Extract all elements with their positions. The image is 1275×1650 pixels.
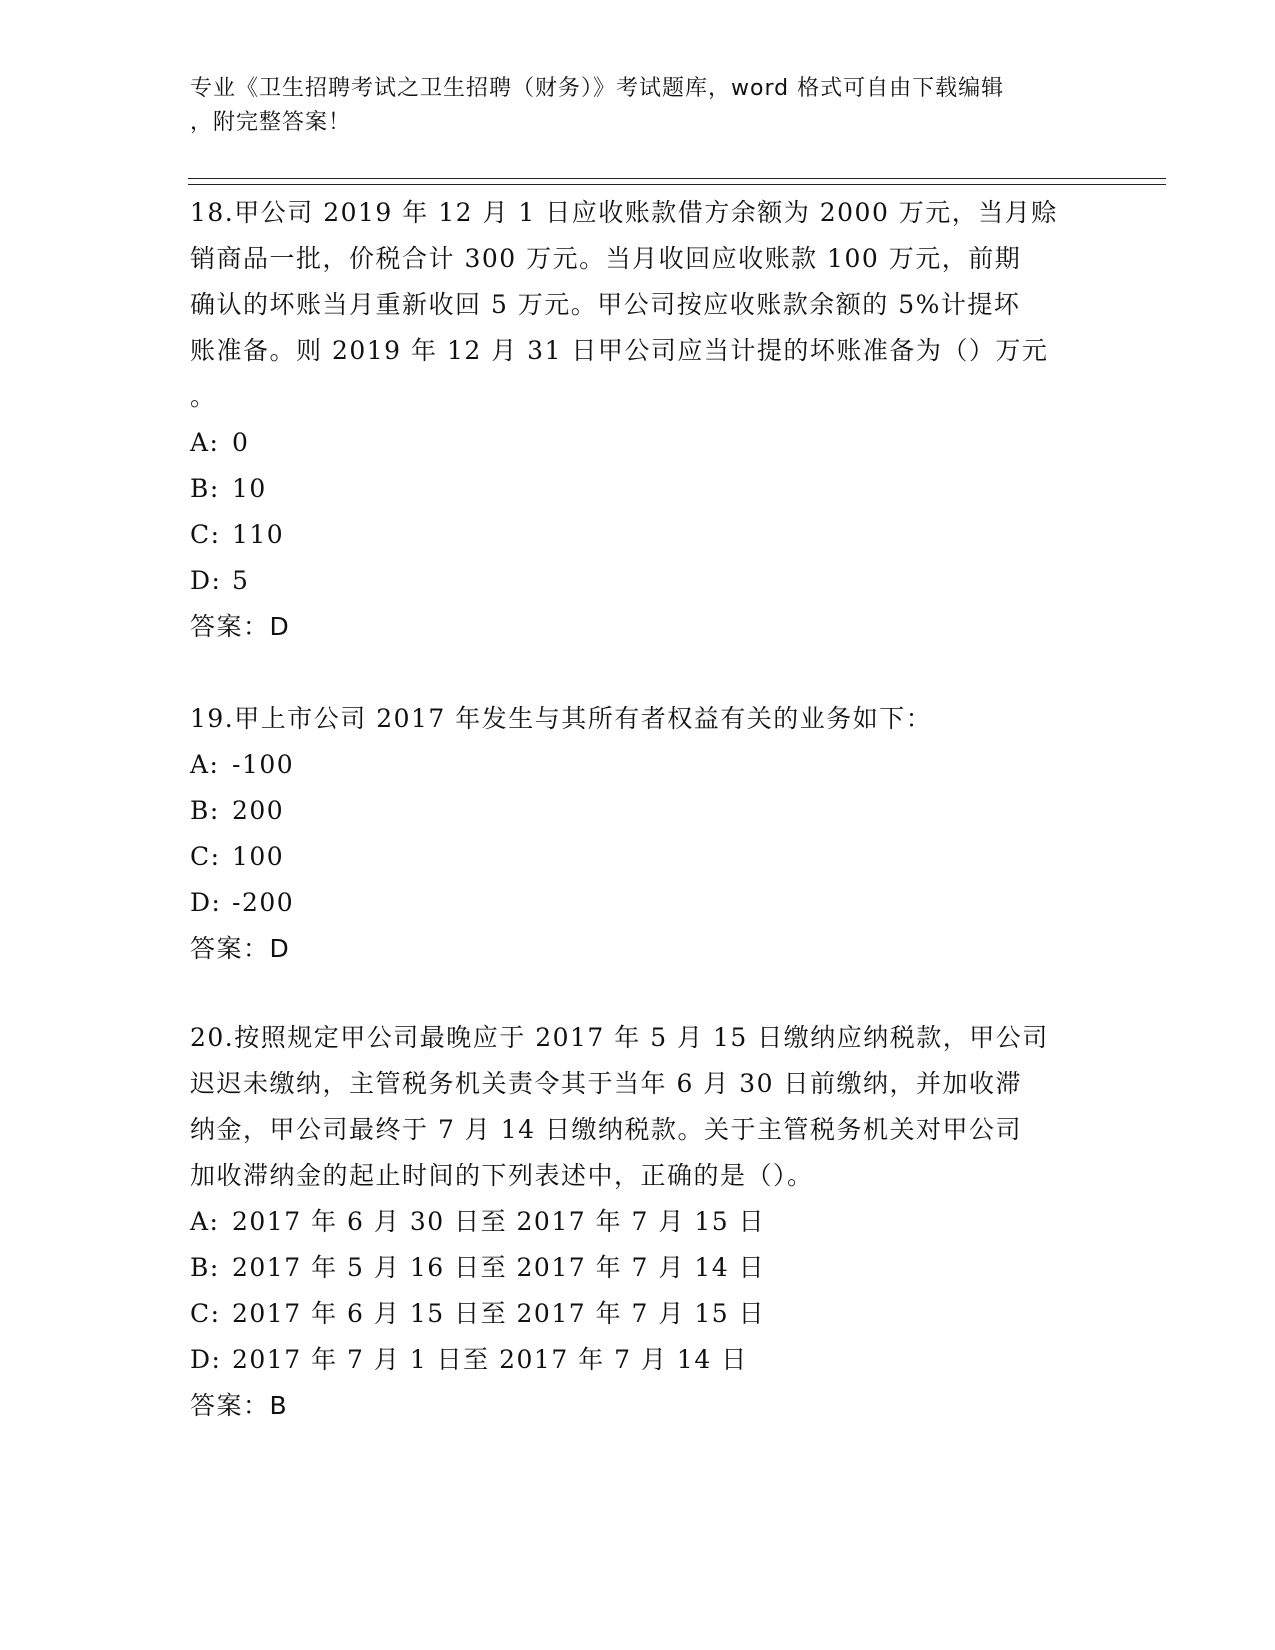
option-key: D:	[190, 1345, 222, 1374]
answer-line: 答案：D	[190, 934, 291, 963]
option-key: D:	[190, 566, 222, 595]
option-c	[190, 1291, 1090, 1337]
header-divider-top	[188, 178, 1166, 179]
question-stem-line: 20.按照规定甲公司最晚应于 2017 年 5 月 15 日缴纳应纳税款，甲公司	[190, 1023, 1049, 1052]
option-c	[190, 834, 1090, 880]
option-key: A:	[190, 428, 220, 457]
question-stem-line: 19.甲上市公司 2017 年发生与其所有者权益有关的业务如下：	[190, 704, 933, 733]
option-d	[190, 558, 1090, 604]
option-d	[190, 1337, 1090, 1383]
option-c	[190, 512, 1090, 558]
option-text: -100	[232, 750, 295, 779]
option-text: 5	[232, 566, 250, 595]
question-stem-line: 纳金，甲公司最终于 7 月 14 日缴纳税款。关于主管税务机关对甲公司	[190, 1115, 1023, 1144]
option-a	[190, 742, 1090, 788]
option-b	[190, 788, 1090, 834]
option-text: 2017 年 5 月 16 日至 2017 年 7 月 14 日	[232, 1253, 766, 1282]
header-line-2: ，附完整答案！	[190, 110, 352, 135]
option-a	[190, 420, 1090, 466]
option-key: B:	[190, 1253, 220, 1282]
question-stem-line: 。	[190, 382, 217, 411]
option-text: 2017 年 6 月 30 日至 2017 年 7 月 15 日	[232, 1207, 766, 1236]
question-stem-line: 迟迟未缴纳，主管税务机关责令其于当年 6 月 30 日前缴纳，并加收滞	[190, 1069, 1023, 1098]
option-text: 110	[232, 520, 285, 549]
answer-line: 答案：B	[190, 1391, 289, 1420]
option-a	[190, 1199, 1090, 1245]
answer-line: 答案：D	[190, 612, 291, 641]
question-stem-line: 销商品一批，价税合计 300 万元。当月收回应收账款 100 万元，前期	[190, 244, 1022, 273]
question-stem-line: 18.甲公司 2019 年 12 月 1 日应收账款借方余额为 2000 万元，当月赊	[190, 198, 1058, 227]
option-key: C:	[190, 842, 221, 871]
question-18	[190, 190, 1090, 650]
option-key: D:	[190, 888, 222, 917]
option-key: B:	[190, 474, 220, 503]
header-divider-bottom	[188, 184, 1166, 185]
option-key: A:	[190, 750, 220, 779]
option-text: 200	[232, 796, 285, 825]
option-d	[190, 880, 1090, 926]
option-text: -200	[232, 888, 295, 917]
option-key: C:	[190, 1299, 221, 1328]
option-b	[190, 466, 1090, 512]
option-text: 10	[232, 474, 267, 503]
option-text: 0	[232, 428, 250, 457]
option-key: A:	[190, 1207, 220, 1236]
option-key: C:	[190, 520, 221, 549]
question-stem-line: 账准备。则 2019 年 12 月 31 日甲公司应当计提的坏账准备为（）万元	[190, 336, 1049, 365]
question-stem-line: 加收滞纳金的起止时间的下列表述中，正确的是（）。	[190, 1161, 814, 1190]
question-19	[190, 696, 1090, 972]
option-text: 2017 年 6 月 15 日至 2017 年 7 月 15 日	[232, 1299, 766, 1328]
question-20	[190, 1015, 1090, 1429]
option-b	[190, 1245, 1090, 1291]
option-key: B:	[190, 796, 220, 825]
document-header	[190, 72, 1090, 140]
option-text: 100	[232, 842, 285, 871]
header-line-1: 专业《卫生招聘考试之卫生招聘（财务）》考试题库，word 格式可自由下载编辑	[190, 76, 1005, 101]
question-stem-line: 确认的坏账当月重新收回 5 万元。甲公司按应收账款余额的 5%计提坏	[190, 290, 1021, 319]
option-text: 2017 年 7 月 1 日至 2017 年 7 月 14 日	[232, 1345, 748, 1374]
